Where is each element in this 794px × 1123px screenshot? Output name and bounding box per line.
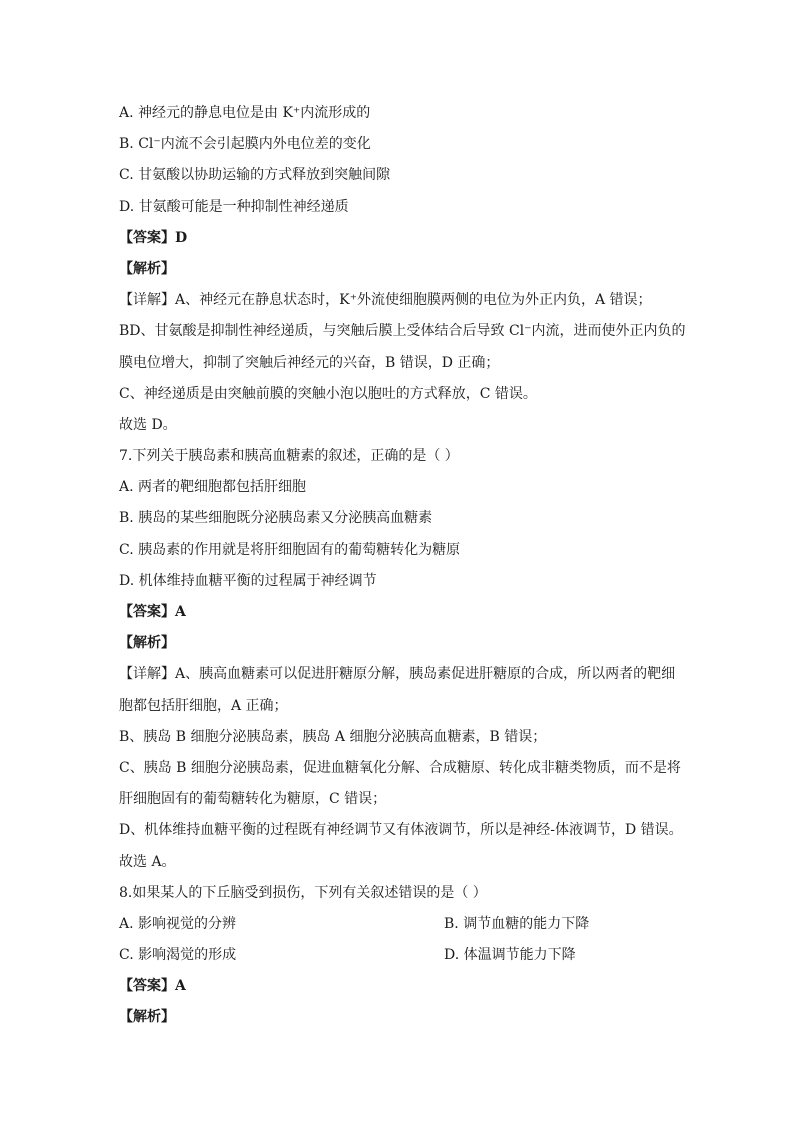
q7-detail-line: B、胰岛 B 细胞分泌胰岛素，胰岛 A 细胞分泌胰高血糖素，B 错误；: [119, 728, 547, 745]
q6-answer: 【答案】D: [119, 229, 188, 246]
q7-option-d: D. 机体维持血糖平衡的过程属于神经调节: [119, 572, 377, 589]
q8-option-d: D. 体温调节能力下降: [444, 947, 576, 964]
q8-analysis-label: 【解析】: [119, 1009, 175, 1026]
q7-conclusion: 故选 A。: [119, 853, 176, 870]
q7-detail-line: 胞都包括肝细胞，A 正确；: [119, 697, 288, 714]
q7-detail-line: C、胰岛 B 细胞分泌胰岛素，促进血糖氧化分解、合成糖原、转化成非糖类物质，而不是将: [119, 759, 681, 776]
q8-options-row: [119, 909, 679, 940]
q7-detail-line: 【详解】A、胰高血糖素可以促进肝糖原分解，胰岛素促进肝糖原的合成，所以两者的靶细: [119, 666, 676, 683]
q6-detail-line: BD、甘氨酸是抑制性神经递质，与突触后膜上受体结合后导致 Cl⁻内流，进而使外正内负的: [119, 323, 686, 340]
q6-option-d: D. 甘氨酸可能是一种抑制性神经递质: [119, 198, 349, 215]
q6-option-a: A. 神经元的静息电位是由 K⁺内流形成的: [119, 105, 371, 121]
q6-option-b: B. Cl⁻内流不会引起膜内外电位差的变化: [119, 136, 371, 153]
q6-detail-line: 膜电位增大，抑制了突触后神经元的兴奋，B 错误，D 正确；: [119, 354, 500, 371]
q7-detail-line: D、机体维持血糖平衡的过程既有神经调节又有体液调节，所以是神经-体液调节，D 错误。: [119, 822, 683, 839]
q7-option-b: B. 胰岛的某些细胞既分泌胰岛素又分泌胰高血糖素: [119, 510, 433, 527]
q6-detail-line: C、神经递质是由突触前膜的突触小泡以胞吐的方式释放，C 错误。: [119, 385, 537, 402]
q6-detail-line: 【详解】A、神经元在静息状态时，K⁺外流使细胞膜两侧的电位为外正内负，A 错误；: [119, 292, 652, 309]
q8-options-row: [119, 940, 679, 971]
q8-stem: 8.如果某人的下丘脑受到损伤，下列有关叙述错误的是（ ）: [119, 884, 487, 901]
q7-answer: 【答案】A: [119, 604, 186, 620]
q8-option-c: C. 影响渴觉的形成: [119, 947, 237, 964]
q7-detail-line: 肝细胞固有的葡萄糖转化为糖原，C 错误；: [119, 791, 387, 808]
document-content: [119, 98, 686, 1034]
q7-option-a: A. 两者的靶细胞都包括肝细胞: [119, 479, 307, 496]
q6-conclusion: 故选 D。: [119, 416, 177, 433]
q7-analysis-label: 【解析】: [119, 635, 175, 652]
q8-option-a: A. 影响视觉的分辨: [119, 915, 237, 932]
q6-option-c: C. 甘氨酸以协助运输的方式释放到突触间隙: [119, 167, 391, 184]
q6-analysis-label: 【解析】: [119, 260, 175, 277]
q8-answer: 【答案】A: [119, 978, 186, 995]
q7-stem: 7.下列关于胰岛素和胰高血糖素的叙述，正确的是（ ）: [119, 448, 459, 465]
q7-option-c: C. 胰岛素的作用就是将肝细胞固有的葡萄糖转化为糖原: [119, 541, 461, 558]
q8-option-b: B. 调节血糖的能力下降: [444, 915, 590, 932]
